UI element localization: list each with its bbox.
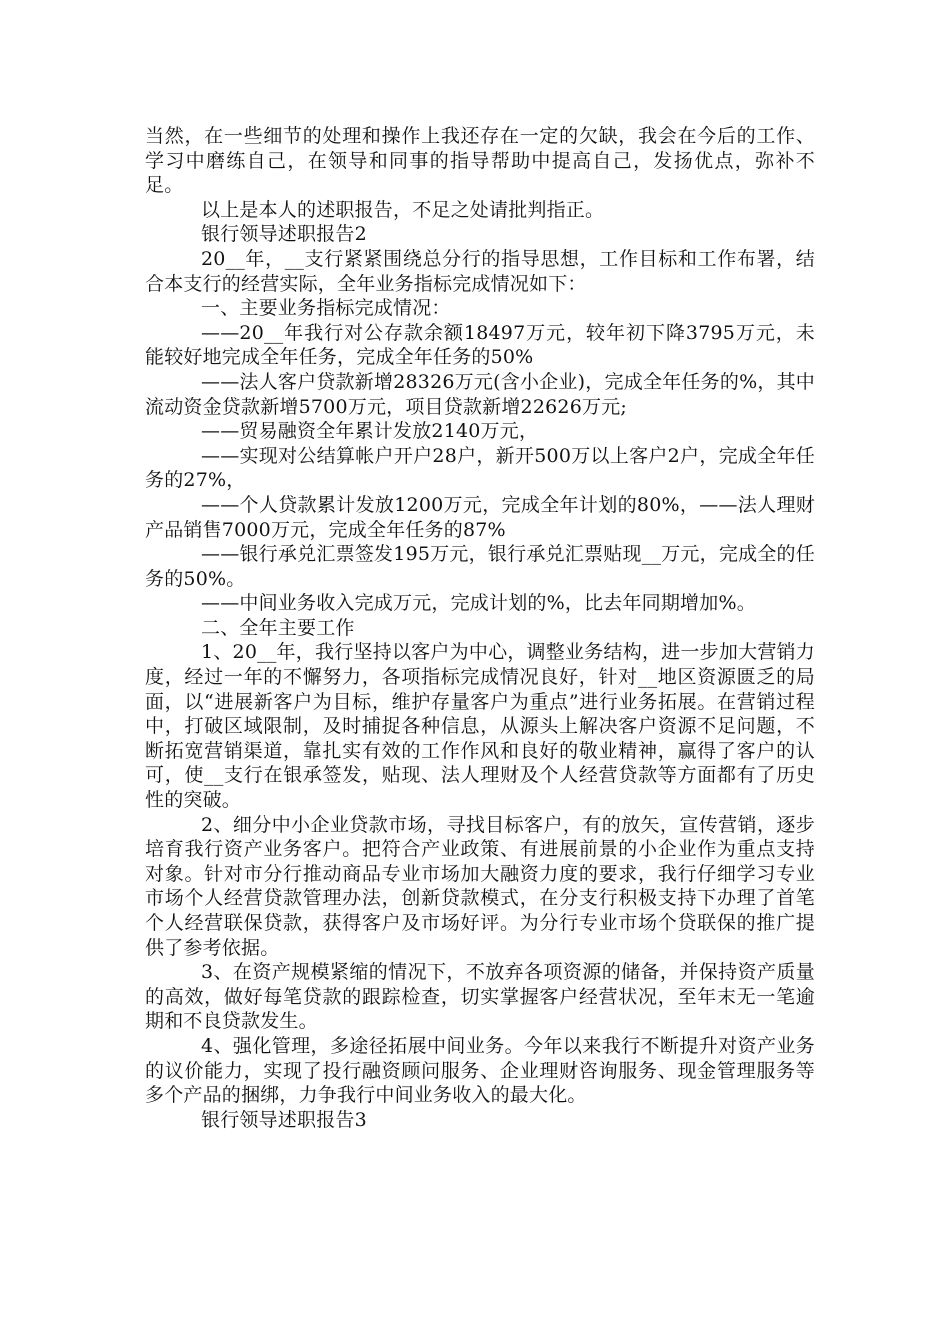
section-heading-main-work: 二、全年主要工作 (201, 616, 355, 639)
list-item-acceptance-bills: ——银行承兑汇票签发195万元，银行承兑汇票贴现__万元，完成全的任务的50%。 (145, 543, 815, 590)
paragraph-work-4: 4、强化管理，多途径拓展中间业务。今年以来我行不断提升对资产业务的议价能力，实现了投行融资顾问服务、企业理财咨询服务、现金管理服务等多个产品的捆绑，力争我行中间业务收入的最大化。 (145, 1034, 815, 1107)
list-item-trade-finance: ——贸易融资全年累计发放2140万元， (201, 420, 539, 443)
paragraph-closing-remarks: 当然，在一些细节的处理和操作上我还存在一定的欠缺，我会在今后的工作、学习中磨练自己，在领导和同事的指导帮助中提高自己，发扬优点，弥补不足。 (145, 125, 815, 197)
list-item-corporate-loans: ——法人客户贷款新增28326万元(含小企业)，完成全年任务的%，其中流动资金贷款新增5700万元，项目贷款新增22626万元; (145, 370, 815, 418)
section-heading-report-3: 银行领导述职报告3 (201, 1108, 367, 1131)
list-item-personal-loans: ——个人贷款累计发放1200万元，完成全年计划的80%，——法人理财产品销售7000万元，完成全年任务的87% (145, 493, 815, 541)
paragraph-work-3: 3、在资产规模紧缩的情况下，不放弃各项资源的储备，并保持资产质量的高效，做好每笔贷款的跟踪检查，切实掌握客户经营状况，至年末无一笔逾期和不良贷款发生。 (145, 961, 815, 1033)
document-body (145, 124, 815, 1132)
paragraph-work-1: 1、20__年，我行坚持以客户为中心，调整业务结构，进一步加大营销力度，经过一年的不懈努力，各项指标完成情况良好，针对__地区资源匮乏的局面，以“进展新客户为目标，维护存量客户为重点”进行业务拓展。在营销过程中，打破区域限制，及时捕捉各种信息，从源头上解决客户资源不足问题，不断拓宽营销渠道，靠扎实有效的工作作风和良好的敬业精神，赢得了客户的认可，使__支行在银承签发，贴现、法人理财及个人经营贷款等方面都有了历史性的突破。 (145, 641, 815, 812)
section-heading-report-2: 银行领导述职报告2 (201, 223, 367, 246)
paragraph-conclusion: 以上是本人的述职报告，不足之处请批判指正。 (201, 198, 605, 221)
list-item-settlement-accounts: ——实现对公结算帐户开户28户，新开500万以上客户2户，完成全年任务的27%， (145, 444, 815, 492)
section-heading-indicators: 一、主要业务指标完成情况： (201, 297, 451, 320)
paragraph-intro: 20__年，__支行紧紧围绕总分行的指导思想，工作目标和工作布署，结合本支行的经营实际，全年业务指标完成情况如下： (145, 247, 815, 295)
list-item-intermediate-income: ——中间业务收入完成万元，完成计划的%，比去年同期增加%。 (201, 592, 756, 615)
list-item-deposits: ——20__年我行对公存款余额18497万元，较年初下降3795万元，未能较好地完成全年任务，完成全年任务的50% (145, 321, 815, 369)
paragraph-work-2: 2、细分中小企业贷款市场，寻找目标客户，有的放矢，宣传营销，逐步培育我行资产业务客户。把符合产业政策、有进展前景的小企业作为重点支持对象。针对市分行推动商品专业市场加大融资力度的要求，我行仔细学习专业市场个人经营贷款管理办法，创新贷款模式，在分支行积极支持下办理了首笔个人经营联保贷款，获得客户及市场好评。为分行专业市场个贷联保的推广提供了参考依据。 (145, 813, 815, 959)
